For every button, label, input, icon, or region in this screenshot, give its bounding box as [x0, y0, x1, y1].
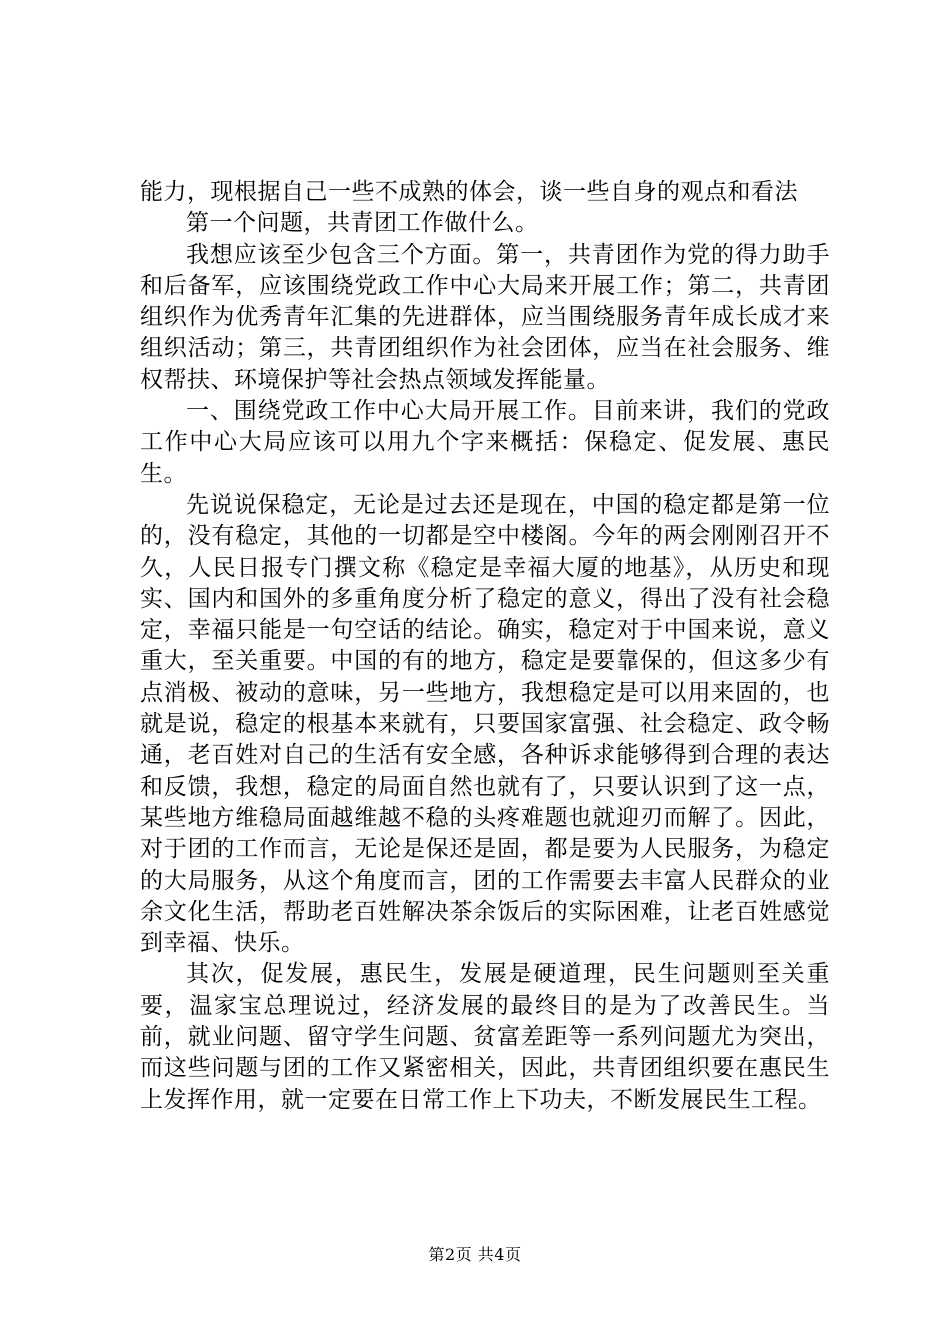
page-footer: 第2页 共4页 [428, 1245, 522, 1264]
document-body [140, 177, 830, 1116]
paragraph-4: 一、围绕党政工作中心大局开展工作。目前来讲，我们的党政工作中心大局应该可以用九个字来概括：保稳定、促发展、惠民生。 [140, 398, 830, 487]
paragraph-6: 其次，促发展，惠民生，发展是硬道理，民生问题则至关重要，温家宝总理说过，经济发展的最终目的是为了改善民生。当前，就业问题、留守学生问题、贫富差距等一系列问题尤为突出，而这些问题与团的工作又紧密相关，因此，共青团组织要在惠民生上发挥作用，就一定要在日常工作上下功夫，不断发展民生工程。 [140, 961, 830, 1113]
paragraph-5: 先说说保稳定，无论是过去还是现在，中国的稳定都是第一位的，没有稳定，其他的一切都是空中楼阁。今年的两会刚刚召开不久，人民日报专门撰文称《稳定是幸福大厦的地基》，从历史和现实、国内和国外的多重角度分析了稳定的意义，得出了没有社会稳定，幸福只能是一句空话的结论。确实，稳定对于中国来说，意义重大，至关重要。中国的有的地方，稳定是要靠保的，但这多少有点消极、被动的意味，另一些地方，我想稳定是可以用来固的，也就是说，稳定的根基本来就有，只要国家富强、社会稳定、政令畅通，老百姓对自己的生活有安全感，各种诉求能够得到合理的表达和反馈，我想，稳定的局面自然也就有了，只要认识到了这一点，某些地方维稳局面越维越不稳的头疼难题也就迎刃而解了。因此，对于团的工作而言，无论是保还是固，都是要为人民服务，为稳定的大局服务，从这个角度而言，团的工作需要去丰富人民群众的业余文化生活，帮助老百姓解决茶余饭后的实际困难，让老百姓感觉到幸福、快乐。 [140, 491, 830, 957]
paragraph-1: 能力，现根据自己一些不成熟的体会，谈一些自身的观点和看法 [140, 179, 798, 205]
paragraph-3: 我想应该至少包含三个方面。第一，共青团作为党的得力助手和后备军，应该围绕党政工作中心大局来开展工作；第二，共青团组织作为优秀青年汇集的先进群体，应当围绕服务青年成长成才来组织活动；第三，共青团组织作为社会团体，应当在社会服务、维权帮扶、环境保护等社会热点领域发挥能量。 [140, 241, 830, 393]
paragraph-2: 第一个问题，共青团工作做什么。 [186, 210, 539, 237]
